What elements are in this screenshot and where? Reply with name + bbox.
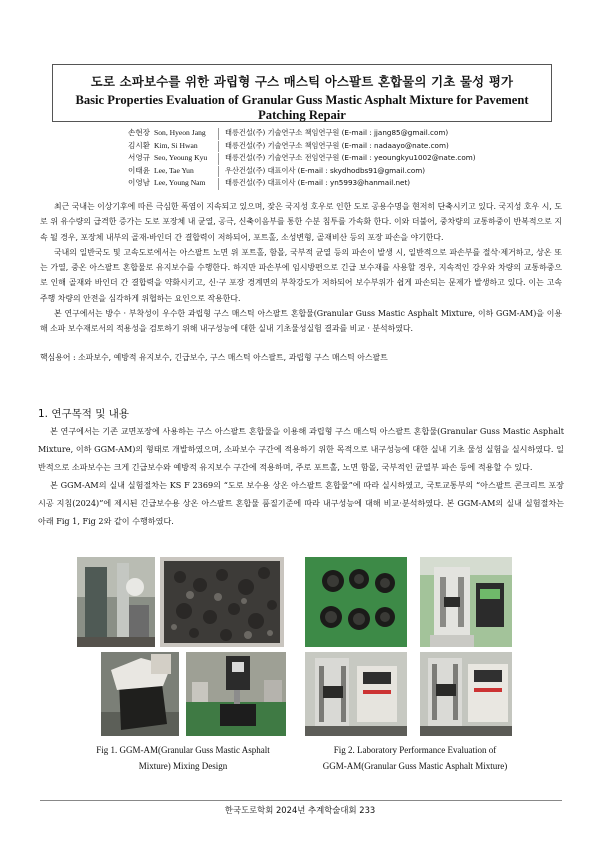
figure-1-caption-line: Fig 1. GGM-AM(Granular Guss Mastic Asphalt [96, 745, 270, 755]
author-divider [218, 128, 219, 140]
granular-mixture-photo [160, 557, 284, 647]
section-title: 1. 연구목적 및 내용 [38, 408, 130, 420]
body-paragraph: 본 GGM-AM의 실내 실험절차는 KS F 2369의 “도로 보수용 상온 아스팔트 혼합물”에 따라 실시하였고, 국토교통부의 “아스팔트 콘크리트 포장 시공 지침(2024)”에 제시된 긴급보수용 상온 아스팔트 혼합물 품질기준에 따라 내구성능에 대해 비교·분석하였다. 본 GGM-AM의 실내 실험절차는 아래 Fig 1, Fig 2와 같이 수행하였다. [38, 480, 564, 526]
author-affiliation: 태릉건설(주) 기술연구소 책임연구원 (E-mail : nadaayo@nate.com) [225, 140, 449, 150]
figure-1-caption-line: Mixture) Mixing Design [138, 761, 228, 771]
figure-1-caption [58, 742, 308, 774]
title-box [52, 64, 552, 122]
author-divider [218, 178, 219, 190]
figure-2-caption-line: Fig 2. Laboratory Performance Evaluation of [333, 745, 497, 755]
author-affiliation: 우산건설(주) 대표이사 (E-mail : skydhodbs91@gmail.com) [225, 165, 426, 175]
author-list [120, 127, 476, 190]
abstract-paragraph: 국내의 일반국도 및 고속도로에서는 아스팔트 노면 위 포트홀, 함몰, 국부적 균열 등의 파손이 발생 시, 일반적으로 파손부를 절삭·제거하고, 상온 또는 가열, 중온 아스팔트 혼합물로 유지보수를 수행한다. 하지만 파손부에 임시방편으로 긴급 보수재를 사용할 경우, 지속적인 강우와 차량의 교통하중으로 인해 골재와 바인더 간 결합력을 약화시키고, 신·구 포장 경계면의 부착강도가 저하되어 보수부위가 쉽게 파손되는 문제가 발생하고 있다. 이는 고속 주행 차량의 안전을 심각하게 위협하는 요인으로 작용한다. [40, 247, 562, 303]
author-name-en: Lee, Tae Yun [154, 165, 194, 175]
figure-2-caption-line: GGM-AM(Granular Guss Mastic Asphalt Mixture) [322, 761, 508, 771]
author-row [120, 140, 476, 153]
author-affiliation: 태릉건설(주) 대표이사 (E-mail : yn5993@hanmail.net) [225, 178, 411, 188]
specimen-photo [305, 557, 407, 647]
author-name-en: Son, Hyeon Jang [154, 128, 206, 137]
compression-tester-photo [420, 557, 512, 647]
mixing-equipment-photo [77, 557, 155, 647]
title-korean: 도로 소파보수를 위한 과립형 구스 매스틱 아스팔트 혼합물의 기초 물성 평가 [90, 74, 514, 89]
author-affiliation: 태릉건설(주) 기술연구소 전임연구원 (E-mail : yeoungkyu1002@nate.com) [225, 153, 476, 163]
footer-divider [40, 800, 562, 801]
author-row [120, 177, 476, 190]
abstract [40, 199, 562, 337]
figure-2-caption [290, 742, 540, 774]
author-divider [218, 141, 219, 153]
author-row [120, 165, 476, 178]
author-name-en: Lee, Young Nam [154, 178, 206, 188]
page-footer: 한국도로학회 2024년 추계학술대회 233 [224, 805, 376, 815]
abstract-paragraph: 본 연구에서는 방수 · 부착성이 우수한 과립형 구스 매스틱 아스팔트 혼합물(Granular Guss Mastic Asphalt Mixture, 이하 GGM-AM)을 이용해 소파 보수재로서의 적용성을 검토하기 위해 내구성능에 대한 실내 기초물성실험 결과를 비교 · 분석하였다. [40, 309, 562, 334]
author-name-en: Kim, Si Hwan [154, 140, 198, 150]
keywords: 핵심용어 : 소파보수, 예방적 유지보수, 긴급보수, 구스 매스틱 아스팔트, 과립형 구스 매스틱 아스팔트 [40, 353, 388, 362]
author-divider [218, 166, 219, 178]
author-row [120, 127, 476, 140]
heating-mixer-photo [186, 652, 286, 736]
author-name-ko: 서영규 [127, 153, 150, 163]
body-paragraph: 본 연구에서는 기존 교면포장에 사용하는 구스 아스팔트 혼합물을 이용해 과립형 구스 매스틱 아스팔트 혼합물(Granular Guss Mastic Asphalt Mixture, 이하 GGM-AM)의 형태로 개발하였으며, 소파보수 구간에 적용하기 위한 목적으로 내구성능에 대한 실내 기초 물성 실험을 실시하였다. 일반적으로 소파보수는 크게 긴급보수와 예방적 유지보수 구간에 적용하며, 주로 포트홀, 노면 함몰, 국부적인 균열부 파손 등에 적용할 수 있다. [38, 426, 564, 472]
author-divider [218, 153, 219, 165]
marshall-tester-photo [305, 652, 407, 736]
performance-tester-photo [420, 652, 512, 736]
abstract-paragraph: 최근 국내는 이상기후에 따른 극심한 폭염이 지속되고 있으며, 잦은 국지성 호우로 인한 도로 공용수명을 현저히 단축시키고 있다. 국지성 호우 시, 도로 위 유수량의 급격한 증가는 도로 포장체 내 균열, 공극, 신축이음부를 통한 수분 침투를 가속화 한다. 이와 더불어, 중차량의 교통하중이 반복적으로 지속 될 경우, 포장체 내부의 골재-바인더 간 결합력이 저하되어, 포트홀, 소성변형, 골재비산 등의 포장 파손을 야기한다. [40, 202, 562, 242]
sample-bag-photo [101, 652, 179, 736]
author-affiliation: 태릉건설(주) 기술연구소 책임연구원 (E-mail : jjang85@gmail.com) [225, 128, 449, 137]
author-name-ko: 김시환 [127, 140, 150, 150]
author-name-en: Seo, Yeoung Kyu [154, 153, 208, 163]
author-name-ko: 이영남 [127, 178, 150, 188]
author-row [120, 152, 476, 165]
section-body [38, 422, 564, 530]
author-name-ko: 이태윤 [127, 165, 150, 175]
author-name-ko: 손현장 [127, 128, 150, 137]
title-english: Basic Properties Evaluation of Granular Guss Mastic Asphalt Mixture for Pavement Patching Repair [75, 93, 529, 122]
